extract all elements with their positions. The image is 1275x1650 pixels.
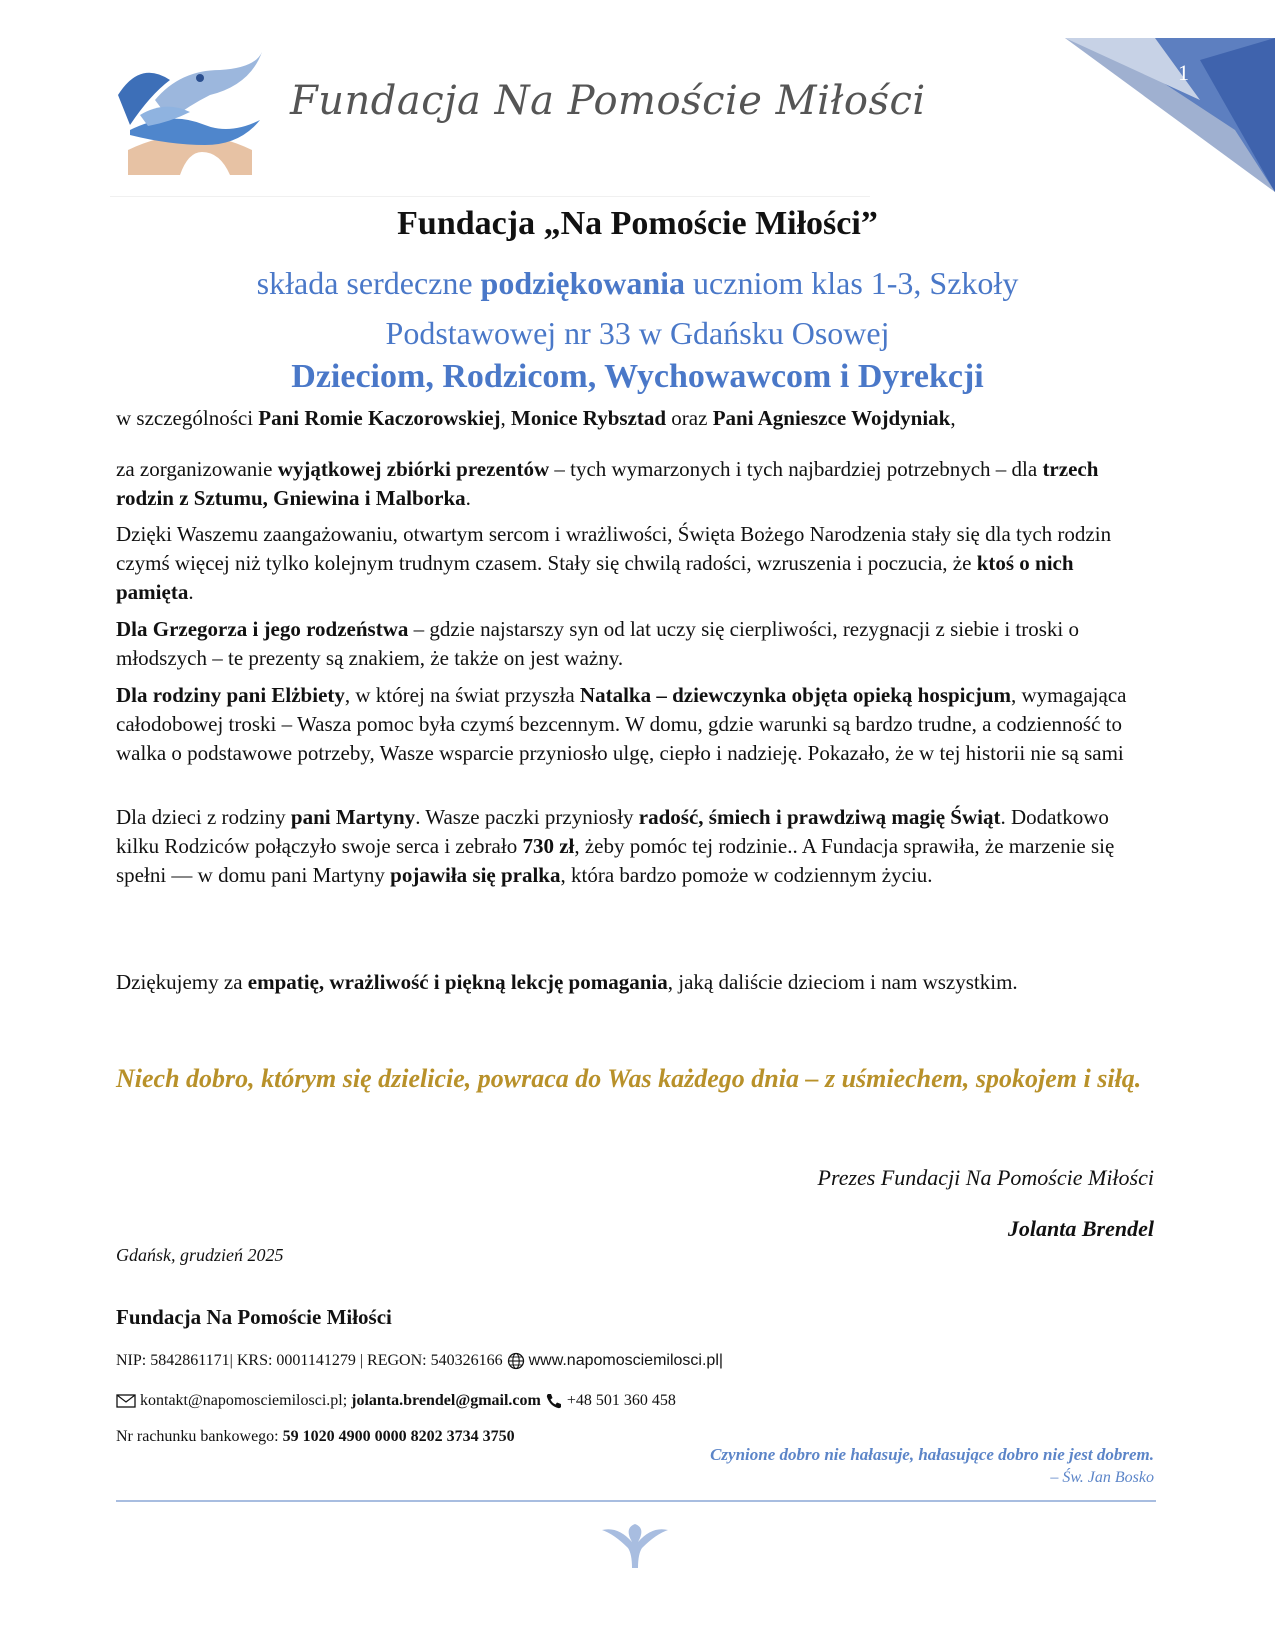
text: Dla dzieci z rodziny	[116, 805, 291, 829]
paragraph-grzegorz	[116, 615, 1156, 673]
phone-icon	[545, 1392, 563, 1410]
signature-name: Jolanta Brendel	[1007, 1216, 1154, 1241]
text: w szczególności	[116, 406, 259, 430]
recipients-heading: Dzieciom, Rodzicom, Wychowawcom i Dyrekcji	[291, 358, 984, 395]
paragraph-elzbieta	[116, 681, 1156, 768]
corner-decoration	[945, 0, 1275, 210]
subtitle-line-2: Podstawowej nr 33 w Gdańsku Osowej	[385, 315, 890, 351]
text: . Wasze paczki przyniosły	[415, 805, 639, 829]
globe-icon	[507, 1352, 525, 1370]
bold-text: wyjątkowej zbiórki prezentów	[277, 457, 550, 481]
text: , w której na świat przyszła	[344, 683, 580, 707]
place-date: Gdańsk, grudzień 2025	[116, 1245, 284, 1265]
website-link[interactable]: www.napomosciemilosci.pl|	[528, 1352, 724, 1369]
header-divider	[110, 196, 870, 197]
text: – tych wymarzonych i tych najbardziej potrzebnych – dla	[549, 457, 1043, 481]
blessing-text: Niech dobro, którym się dzielicie, powraca do Was każdego dnia – z uśmiechem, spokojem i siłą.	[116, 1064, 1142, 1093]
envelope-icon	[116, 1393, 136, 1409]
bold-text: Dla rodziny pani Elżbiety	[116, 683, 345, 707]
bold-text: Natalka – dziewczynka objęta opieką hospicjum	[579, 683, 1012, 707]
text: Dziękujemy za	[116, 970, 248, 994]
text: , która bardzo pomoże w codziennym życiu.	[560, 863, 933, 887]
bank-account-number: 59 1020 4900 0000 8202 3734 3750	[282, 1428, 515, 1445]
text: , wymagająca całodobowej troski – Wasza pomoc była czymś bezcennym. W domu, gdzie warunki są bardzo trudne, a codzienność to walka o podstawowe potrzeby, Wasze wsparcie przyniosło ulgę, ciepło i nadzieję. Pokazało, że w tej historii nie są sami	[116, 683, 1127, 765]
page-number: 1	[1178, 60, 1189, 85]
pelican-bridge-logo-icon	[110, 40, 270, 180]
footer-ids-line	[116, 1352, 723, 1370]
text: oraz	[666, 406, 713, 430]
bird-emblem-icon	[598, 1520, 672, 1576]
text: , żeby pomóc tej rodzinie.. A Fundacja sprawiła, że marzenie się spełni — w domu pani Martyny	[116, 834, 1115, 887]
text: , jaką daliście dzieciom i nam wszystkim.	[667, 970, 1018, 994]
paragraph-engagement	[116, 520, 1156, 607]
paragraph-collection	[116, 455, 1156, 513]
bold-text: trzech rodzin z Sztumu, Gniewina i Malborka	[116, 457, 1099, 510]
bold-text: Monice Rybsztad	[511, 406, 667, 430]
text: . Dodatkowo kilku Rodziców połączyło swoje serca i zebrało	[116, 805, 1109, 858]
bold-text: empatię, wrażliwość i piękną lekcję pomagania	[247, 970, 668, 994]
bold-text: Pani Romie Kaczorowskiej	[258, 406, 501, 430]
email-president-link[interactable]: jolanta.brendel@gmail.com	[351, 1392, 541, 1409]
footer-org-name: Fundacja Na Pomoście Miłości	[116, 1305, 392, 1329]
text: – gdzie najstarszy syn od lat uczy się cierpliwości, rezygnacji z siebie i troski o młodszych – te prezenty są znakiem, że także on jest ważny.	[116, 617, 1079, 670]
bold-text: ktoś o nich pamięta	[116, 551, 1074, 604]
bank-label: Nr rachunku bankowego:	[116, 1428, 283, 1445]
text: ,	[500, 406, 512, 430]
bold-text: Dla Grzegorza i jego rodzeństwa	[116, 617, 409, 641]
footer-quote-author: – Św. Jan Bosko	[1050, 1469, 1154, 1486]
text: ,	[950, 406, 956, 430]
subtitle-bold: podziękowania	[480, 265, 686, 301]
text: za zorganizowanie	[116, 457, 278, 481]
subtitle	[0, 258, 1275, 358]
bold-text: 730 zł	[522, 834, 575, 858]
footer-contact-line	[116, 1392, 676, 1410]
bold-text: pojawiła się pralka	[390, 863, 561, 887]
subtitle-text: uczniom klas 1-3, Szkoły	[685, 265, 1019, 301]
phone-number[interactable]: +48 501 360 458	[566, 1392, 676, 1409]
subtitle-text: składa serdeczne	[256, 265, 481, 301]
footer-quote: Czynione dobro nie hałasuje, hałasujące dobro nie jest dobrem.	[710, 1445, 1154, 1464]
bold-text: pani Martyny	[290, 805, 416, 829]
bold-text: Pani Agnieszce Wojdyniak	[712, 406, 951, 430]
footer-divider	[116, 1500, 1156, 1502]
signature-role: Prezes Fundacji Na Pomoście Miłości	[817, 1165, 1154, 1190]
paragraph-thanks	[116, 968, 1156, 997]
registry-ids: NIP: 5842861171| KRS: 0001141279 | REGON: 540326166	[116, 1352, 503, 1369]
email-contact-link[interactable]: kontakt@napomosciemilosci.pl;	[140, 1392, 352, 1409]
text: Dzięki Waszemu zaangażowaniu, otwartym sercom i wrażliwości, Święta Bożego Narodzenia stały się dla tych rodzin czymś więcej niż tylko kolejnym trudnym czasem. Stały się chwilą radości, wzruszenia i poczucia, że	[116, 522, 1112, 575]
paragraph-dedication	[116, 404, 1156, 433]
logo-wordmark: Fundacja Na Pomoście Miłości	[290, 78, 926, 124]
text: .	[188, 580, 194, 604]
footer-bank-line	[116, 1428, 515, 1446]
text: .	[465, 486, 471, 510]
bold-text: radość, śmiech i prawdziwą magię Świąt	[638, 805, 1001, 829]
document-title: Fundacja „Na Pomoście Miłości”	[397, 205, 878, 242]
paragraph-martyna	[116, 803, 1156, 890]
